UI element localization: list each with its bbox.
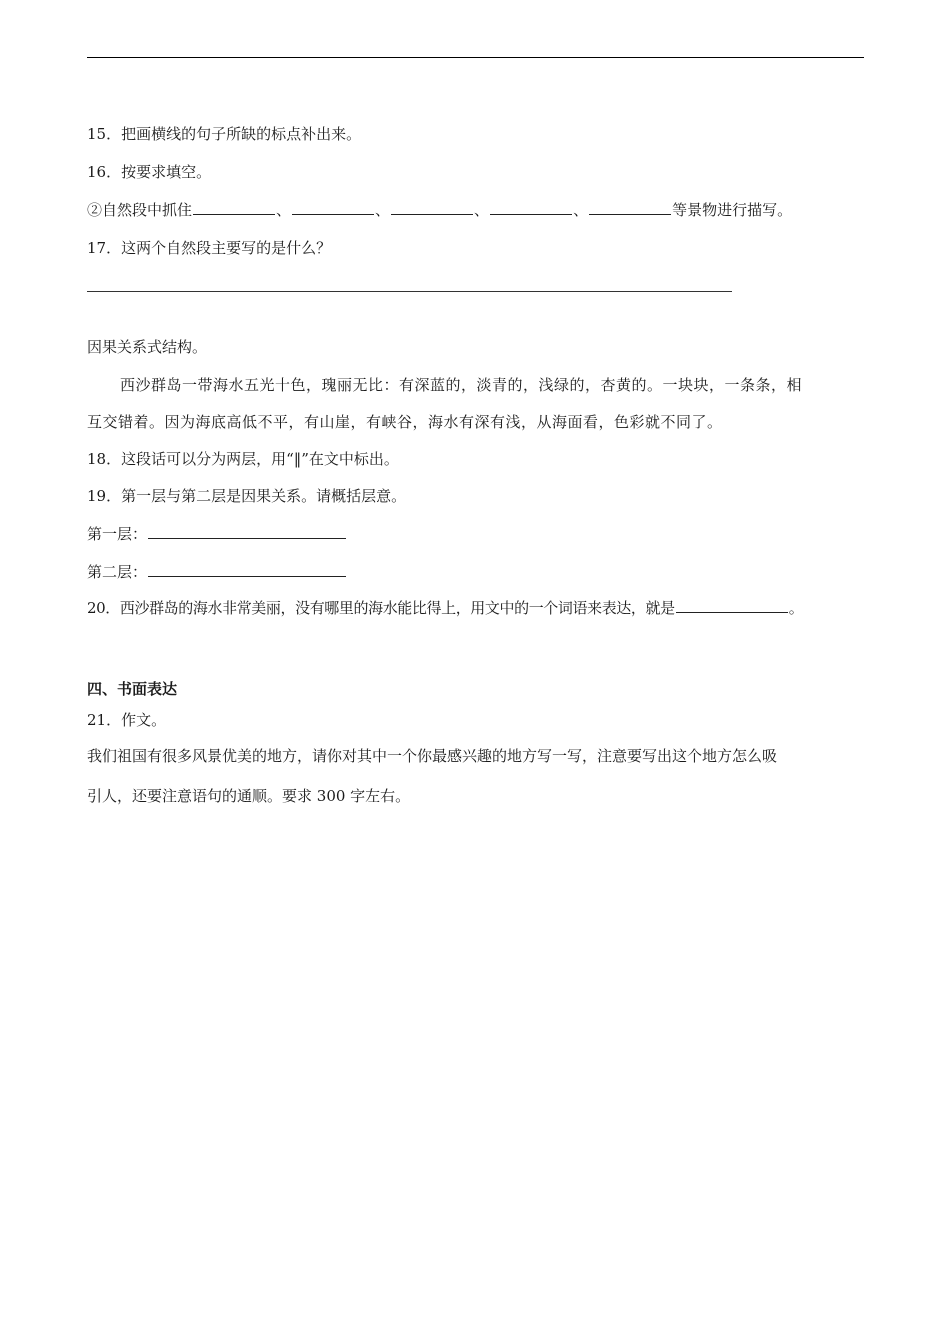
- q20-suffix: 。: [788, 599, 804, 617]
- q16-prefix: ②自然段中抓住: [87, 201, 193, 219]
- layer-2-blank[interactable]: [148, 562, 346, 577]
- essay-prompt-line-1: 我们祖国有很多风景优美的地方，请你对其中一个你最感兴趣的地方写一写，注意要写出这个地方怎么吸: [87, 747, 778, 765]
- answer-blank-1[interactable]: [193, 200, 275, 215]
- answer-blank-4[interactable]: [490, 200, 572, 215]
- separator: 、: [276, 201, 292, 219]
- answer-blank-2[interactable]: [292, 200, 374, 215]
- passage-line-1: 西沙群岛一带海水五光十色，瑰丽无比：有深蓝的，淡青的，浅绿的，杏黄的。一块块，一条条，相: [120, 376, 803, 394]
- question-16: 16．按要求填空。: [87, 163, 212, 181]
- section-4-heading: 四、书面表达: [87, 680, 178, 698]
- q16-suffix: 等景物进行描写。: [672, 201, 793, 219]
- layer-1-blank[interactable]: [148, 524, 346, 539]
- separator: 、: [375, 201, 391, 219]
- layer-2-row: [87, 562, 347, 582]
- answer-blank-3[interactable]: [391, 200, 473, 215]
- question-20: [87, 598, 803, 618]
- question-16-fill-blanks: [87, 200, 792, 220]
- layer-2-label: 第二层：: [87, 563, 148, 581]
- layer-1-row: [87, 524, 347, 544]
- layer-1-label: 第一层：: [87, 525, 148, 543]
- question-18: 18．这段话可以分为两层，用“‖”在文中标出。: [87, 450, 399, 468]
- answer-blank-5[interactable]: [589, 200, 671, 215]
- question-19: 19．第一层与第二层是因果关系。请概括层意。: [87, 487, 407, 505]
- answer-line-17[interactable]: [87, 291, 732, 292]
- separator: 、: [573, 201, 589, 219]
- question-21: 21．作文。: [87, 711, 167, 729]
- section-label: 因果关系式结构。: [87, 338, 208, 356]
- answer-blank-20[interactable]: [676, 598, 788, 613]
- passage-line-2: 互交错着。因为海底高低不平，有山崖，有峡谷，海水有深有浅，从海面看，色彩就不同了。: [87, 413, 723, 431]
- separator: 、: [474, 201, 490, 219]
- question-15: 15．把画横线的句子所缺的标点补出来。: [87, 125, 362, 143]
- essay-prompt-line-2: 引人，还要注意语句的通顺。要求 300 字左右。: [87, 787, 411, 805]
- q20-text: 20．西沙群岛的海水非常美丽，没有哪里的海水能比得上，用文中的一个词语来表达，就是: [87, 599, 675, 617]
- question-17: 17．这两个自然段主要写的是什么？: [87, 239, 332, 257]
- header-rule: [87, 57, 864, 58]
